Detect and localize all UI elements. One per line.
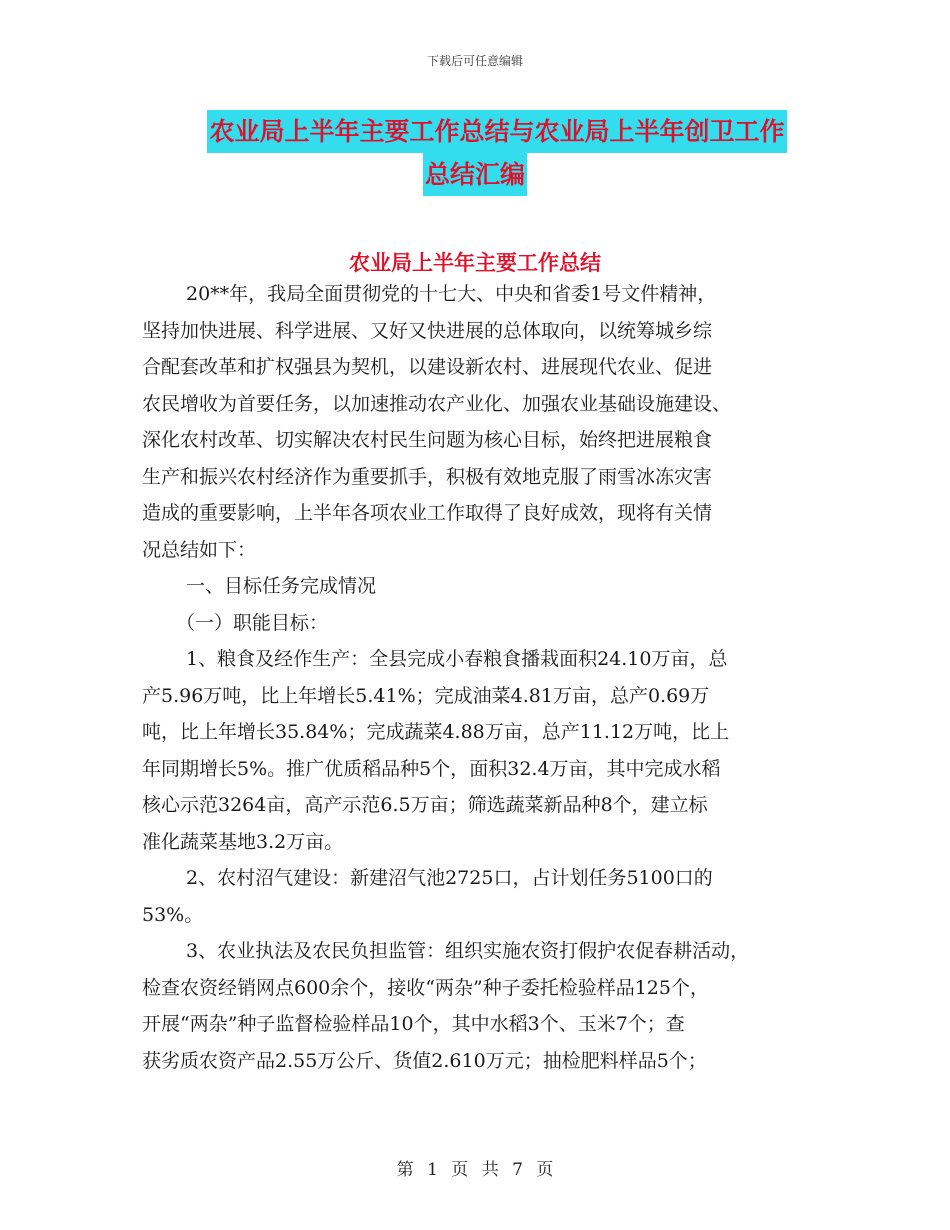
paragraph-line: 1、粮食及经作生产：全县完成小春粮食播栽面积24.10万亩，总 bbox=[186, 648, 728, 670]
subheading-line: （一）职能目标： bbox=[176, 611, 329, 634]
heading-line: 一、目标任务完成情况 bbox=[186, 575, 377, 597]
paragraph-line: 20**年，我局全面贯彻党的十七大、中央和省委1号文件精神， bbox=[186, 283, 717, 305]
document-title-line-2: 总结汇编 bbox=[423, 153, 527, 196]
paragraph-line: 53%。 bbox=[142, 903, 204, 926]
page-header: 下载后可任意编辑 bbox=[426, 54, 523, 68]
document-title bbox=[0, 110, 950, 196]
document-body bbox=[142, 276, 822, 1079]
document-title-line-1: 农业局上半年主要工作总结与农业局上半年创卫工作 bbox=[207, 110, 786, 153]
paragraph-line: 坚持加快进展、科学进展、又好又快进展的总体取向，以统筹城乡综 bbox=[142, 319, 713, 342]
paragraph-line: 准化蔬菜基地3.2万亩。 bbox=[142, 830, 344, 853]
page-footer: 第 1 页 共 7 页 bbox=[396, 1160, 554, 1180]
paragraph-line: 合配套改革和扩权强县为契机，以建设新农村、进展现代农业、促进 bbox=[142, 356, 713, 378]
paragraph-line: 开展“两杂”种子监督检验样品10个，其中水稻3个、玉米7个；查 bbox=[142, 1013, 685, 1035]
paragraph-line: 2、农村沼气建设：新建沼气池2725口，占计划任务5100口的 bbox=[186, 867, 713, 889]
section-title: 农业局上半年主要工作总结 bbox=[349, 251, 601, 275]
paragraph-line: 年同期增长5%。推广优质稻品种5个，面积32.4万亩，其中完成水稻 bbox=[142, 757, 721, 780]
paragraph-line: 况总结如下： bbox=[142, 538, 257, 561]
paragraph-line: 造成的重要影响，上半年各项农业工作取得了良好成效，现将有关情 bbox=[142, 502, 713, 524]
paragraph-line: 获劣质农资产品2.55万公斤、货值2.610万元；抽检肥料样品5个； bbox=[142, 1049, 707, 1072]
paragraph-line: 吨，比上年增长35.84%；完成蔬菜4.88万亩，总产11.12万吨，比上 bbox=[142, 721, 730, 743]
paragraph-line: 产5.96万吨，比上年增长5.41%；完成油菜4.81万亩，总产0.69万 bbox=[142, 684, 710, 707]
paragraph-line: 深化农村改革、切实解决农村民生问题为核心目标，始终把进展粮食 bbox=[142, 429, 713, 451]
paragraph-line: 3、农业执法及农民负担监管：组织实施农资打假护农促春耕活动， bbox=[186, 940, 750, 962]
paragraph-line: 生产和振兴农村经济作为重要抓手，积极有效地克服了雨雪冰冻灾害 bbox=[142, 465, 713, 488]
paragraph-line: 检查农资经销网点600余个，接收“两杂”种子委托检验样品125个， bbox=[142, 976, 709, 999]
paragraph-line: 核心示范3264亩，高产示范6.5万亩；筛选蔬菜新品种8个，建立标 bbox=[142, 794, 708, 816]
paragraph-line: 农民增收为首要任务，以加速推动农产业化、加强农业基础设施建设、 bbox=[142, 392, 732, 415]
